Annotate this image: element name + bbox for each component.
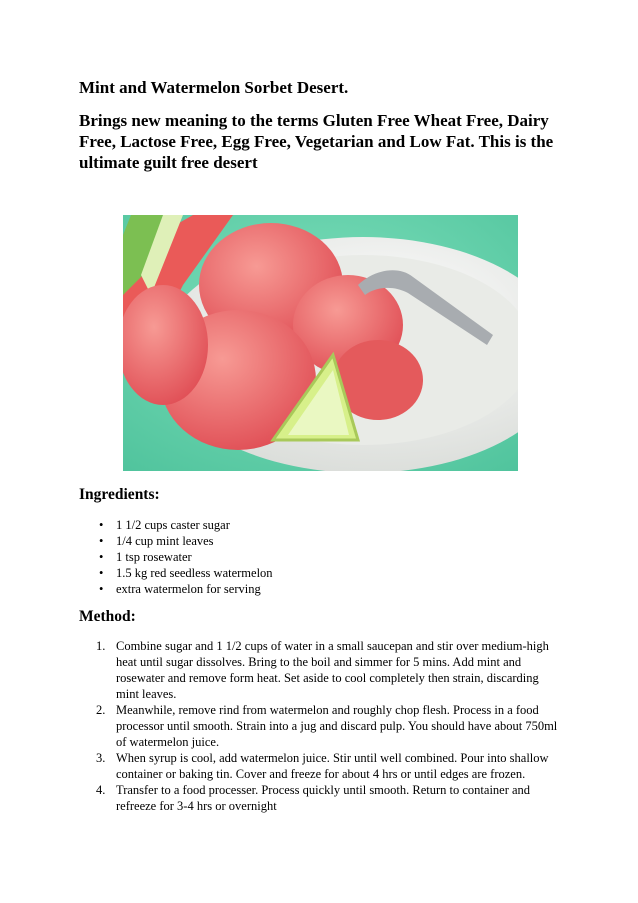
step-number: 2. xyxy=(96,703,106,717)
ingredients-list xyxy=(79,517,273,597)
step-text: Transfer to a food processer. Process quickly until smooth. Return to container and refreeze for 3-4 hrs or overnight xyxy=(116,783,531,813)
step-number: 3. xyxy=(96,751,106,765)
method-list xyxy=(79,638,563,814)
method-heading: Method: xyxy=(79,608,136,625)
step-text: Combine sugar and 1 1/2 cups of water in a small saucepan and stir over medium-high heat until sugar dissolves. Bring to the boil and simmer for 5 mins. Add mint and rosewater and remove form heat. Set aside to cool completely then strain, discarding mint leaves. xyxy=(116,639,549,701)
method-step xyxy=(79,638,563,702)
list-item: • extra watermelon for serving xyxy=(79,581,273,597)
step-number: 4. xyxy=(96,783,106,797)
list-item: • 1/4 cup mint leaves xyxy=(79,533,273,549)
sorbet-photo xyxy=(123,215,518,471)
ingredients-heading: Ingredients: xyxy=(79,486,160,503)
step-text: When syrup is cool, add watermelon juice. Stir until well combined. Pour into shallow container or baking tin. Cover and freeze for about 4 hrs or until edges are frozen. xyxy=(116,751,549,781)
method-step xyxy=(79,750,563,782)
method-step xyxy=(79,782,563,814)
step-number: 1. xyxy=(96,639,106,653)
list-item: • 1 1/2 cups caster sugar xyxy=(79,517,273,533)
list-item: • 1 tsp rosewater xyxy=(79,549,273,565)
step-text: Meanwhile, remove rind from watermelon and roughly chop flesh. Process in a food processor until smooth. Strain into a jug and discard pulp. You should have about 750ml of watermelon juice. xyxy=(116,703,558,749)
list-item: • 1.5 kg red seedless watermelon xyxy=(79,565,273,581)
page-subtitle: Brings new meaning to the terms Gluten Free Wheat Free, Dairy Free, Lactose Free, Egg Free, Vegetarian and Low Fat. This is the ultimate guilt free desert xyxy=(79,111,554,172)
page-title: Mint and Watermelon Sorbet Desert. xyxy=(79,78,349,97)
method-step xyxy=(79,702,563,750)
